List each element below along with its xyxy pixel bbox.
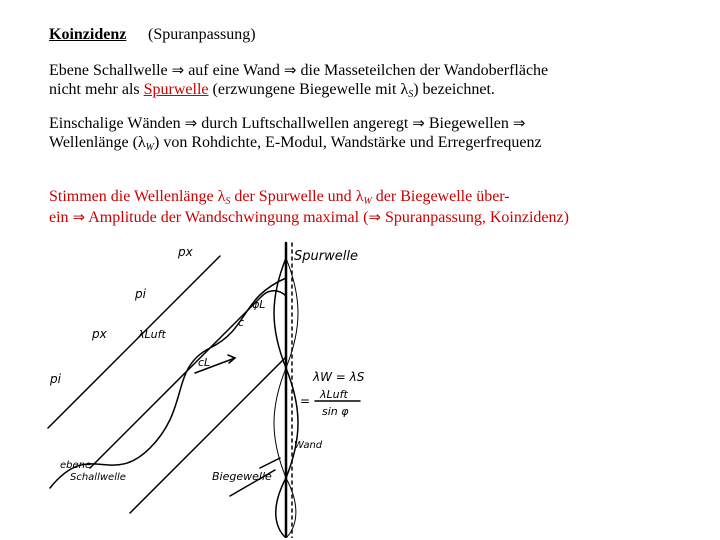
implies-arrow: ⇒ <box>72 208 86 226</box>
formula-denominator: sin φ <box>322 405 349 418</box>
angle-arc <box>262 291 286 296</box>
label-phi: φL <box>252 298 266 311</box>
biegewelle-pointer <box>260 458 280 468</box>
formula-top: λW = λS <box>313 370 365 384</box>
paragraph-2-line-2: Wellenlänge $(\lambda_W)$ von Rohdichte, E-Modul, Wandstärke und Erregerfrequenz <box>49 134 542 153</box>
label-wand: Wand <box>294 440 323 451</box>
label-schallwelle: Schallwelle <box>70 472 126 483</box>
page-subtitle: (Spuranpassung) <box>148 26 256 43</box>
incident-wave <box>50 278 286 488</box>
label-px-2: px <box>92 327 107 341</box>
label-lambda-luft: λLuft <box>138 328 166 341</box>
paragraph-2-line-1: Einschalige Wänden ⇒ durch Luftschallwellen angeregt ⇒ Biegewellen ⇒ <box>49 114 526 132</box>
implies-arrow: ⇒ <box>184 114 198 132</box>
label-ebene: ebene <box>60 460 92 471</box>
paragraph-3-line-1: Stimmen die Wellenlänge $\lambda_S$ der Spurwelle und $\lambda_W$ der Biegewelle über- <box>49 188 510 207</box>
label-c: c <box>238 316 245 329</box>
label-pi-1: pi <box>135 287 146 301</box>
wavefront-3 <box>130 357 286 513</box>
implies-arrow: ⇒ <box>412 114 425 132</box>
paragraph-1-line-2: nicht mehr als Spurwelle (erzwungene Biegewelle mit $\lambda_S$) bezeichnet. <box>49 81 495 100</box>
label-spurwelle: Spurwelle <box>294 249 358 264</box>
implies-arrow: ⇒ <box>512 114 526 132</box>
implies-arrow: ⇒ <box>171 61 185 79</box>
label-pi-2: pi <box>50 372 61 386</box>
page-title <box>49 25 126 45</box>
implies-arrow: ⇒ <box>368 208 381 226</box>
label-biegewelle: Biegewelle <box>212 470 272 483</box>
paragraph-3-line-2: ein ⇒ Amplitude der Wandschwingung maximal (⇒ Spuranpassung, Koinzidenz) <box>49 208 569 226</box>
title-main: Koinzidenz <box>49 26 127 43</box>
term-spurwelle: Spurwelle <box>143 81 209 98</box>
coincidence-sketch <box>30 238 370 538</box>
formula-eq: = <box>300 394 311 408</box>
paragraph-1-line-1: Ebene Schallwelle ⇒ auf eine Wand ⇒ die Masseteilchen der Wandoberfläche <box>49 61 549 79</box>
wavefront-1 <box>48 256 220 428</box>
label-cl: cL <box>198 356 211 369</box>
implies-arrow: ⇒ <box>283 61 297 79</box>
label-px-1: px <box>178 245 193 259</box>
wavefront-2 <box>90 296 262 468</box>
formula-numerator: λLuft <box>320 388 348 401</box>
